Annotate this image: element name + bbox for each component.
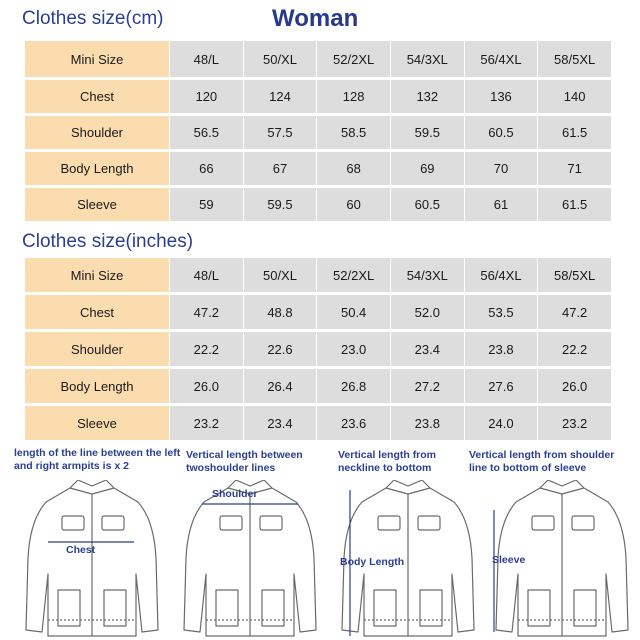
row-label: Chest: [25, 80, 169, 113]
table-cell: 22.2: [538, 332, 611, 366]
table-cell: 26.0: [170, 369, 243, 403]
table-cell: 23.4: [244, 406, 317, 440]
table-cell: 61.5: [538, 116, 611, 149]
table-cell: 136: [465, 80, 538, 113]
table-cell: 128: [317, 80, 390, 113]
table-header-label: Mini Size: [25, 41, 169, 77]
table-cell: 27.6: [465, 369, 538, 403]
table-cell: 26.4: [244, 369, 317, 403]
table-cell: 47.2: [538, 295, 611, 329]
table-cell: 132: [391, 80, 464, 113]
row-label: Body Length: [25, 152, 169, 185]
table-cell: 61.5: [538, 188, 611, 221]
table-cell: 67: [244, 152, 317, 185]
table-row: [25, 406, 611, 440]
sleeve-description: Vertical length from shoulder line to bottom of sleeve: [469, 449, 615, 474]
chest-description: length of the line between the left and right armpits is x 2: [14, 447, 181, 472]
size-header-cell: 54/3XL: [391, 41, 464, 77]
table-row: [25, 41, 611, 77]
row-label: Sleeve: [25, 188, 169, 221]
table-cell: 69: [391, 152, 464, 185]
table-cell: 23.2: [538, 406, 611, 440]
body-length-description: Vertical length from neckline to bottom: [338, 449, 437, 474]
size-header-cell: 54/3XL: [391, 258, 464, 292]
size-header-cell: 58/5XL: [538, 41, 611, 77]
table-row: [25, 80, 611, 113]
table-cell: 60.5: [465, 116, 538, 149]
table-cell: 71: [538, 152, 611, 185]
table-cell: 120: [170, 80, 243, 113]
table-cell: 22.6: [244, 332, 317, 366]
jacket-icon: [176, 480, 324, 638]
table-cell: 61: [465, 188, 538, 221]
size-header-cell: 52/2XL: [317, 258, 390, 292]
table-cell: 23.4: [391, 332, 464, 366]
table-cell: 23.0: [317, 332, 390, 366]
row-label: Chest: [25, 295, 169, 329]
table-cell: 58.5: [317, 116, 390, 149]
table-cell: 26.8: [317, 369, 390, 403]
shoulder-label: Shoulder: [212, 488, 258, 500]
size-header-cell: 48/L: [170, 41, 243, 77]
chest-label: Chest: [66, 544, 96, 556]
table-cell: 57.5: [244, 116, 317, 149]
row-label: Body Length: [25, 369, 169, 403]
table-row: [25, 188, 611, 221]
table-cell: 26.0: [538, 369, 611, 403]
inch-table-title: Clothes size(inches): [22, 231, 194, 252]
table-header-label: Mini Size: [25, 258, 169, 292]
table-cell: 70: [465, 152, 538, 185]
size-header-cell: 50/XL: [244, 258, 317, 292]
row-label: Shoulder: [25, 332, 169, 366]
table-cell: 60: [317, 188, 390, 221]
table-cell: 23.8: [465, 332, 538, 366]
table-cell: 60.5: [391, 188, 464, 221]
size-header-cell: 58/5XL: [538, 258, 611, 292]
cm-size-table: [24, 38, 612, 224]
body-length-jacket-diagram: [334, 480, 482, 638]
shoulder-jacket-diagram: [176, 480, 324, 638]
table-row: [25, 116, 611, 149]
table-row: [25, 332, 611, 366]
table-cell: 68: [317, 152, 390, 185]
table-cell: 53.5: [465, 295, 538, 329]
jacket-icon: [18, 480, 166, 638]
size-header-cell: 50/XL: [244, 41, 317, 77]
table-row: [25, 258, 611, 292]
chest-jacket-diagram: [18, 480, 166, 638]
table-row: [25, 152, 611, 185]
size-header-cell: 52/2XL: [317, 41, 390, 77]
table-row: [25, 295, 611, 329]
cm-table-title: Clothes size(cm): [22, 8, 164, 29]
table-cell: 23.8: [391, 406, 464, 440]
table-row: [25, 369, 611, 403]
table-cell: 52.0: [391, 295, 464, 329]
table-cell: 23.6: [317, 406, 390, 440]
sleeve-jacket-diagram: [488, 480, 636, 638]
table-cell: 50.4: [317, 295, 390, 329]
row-label: Sleeve: [25, 406, 169, 440]
size-header-cell: 56/4XL: [465, 258, 538, 292]
size-header-cell: 48/L: [170, 258, 243, 292]
sleeve-label: Sleeve: [492, 554, 526, 566]
table-cell: 56.5: [170, 116, 243, 149]
page-title: Woman: [272, 5, 359, 32]
table-cell: 23.2: [170, 406, 243, 440]
table-cell: 27.2: [391, 369, 464, 403]
table-cell: 22.2: [170, 332, 243, 366]
table-cell: 124: [244, 80, 317, 113]
table-cell: 24.0: [465, 406, 538, 440]
table-cell: 59.5: [391, 116, 464, 149]
inch-size-table: [24, 255, 612, 443]
table-cell: 66: [170, 152, 243, 185]
table-cell: 59.5: [244, 188, 317, 221]
body-length-label: Body Length: [340, 556, 405, 568]
table-cell: 140: [538, 80, 611, 113]
table-cell: 47.2: [170, 295, 243, 329]
table-cell: 59: [170, 188, 243, 221]
table-cell: 48.8: [244, 295, 317, 329]
size-header-cell: 56/4XL: [465, 41, 538, 77]
shoulder-description: Vertical length between twoshoulder lines: [186, 449, 303, 474]
row-label: Shoulder: [25, 116, 169, 149]
